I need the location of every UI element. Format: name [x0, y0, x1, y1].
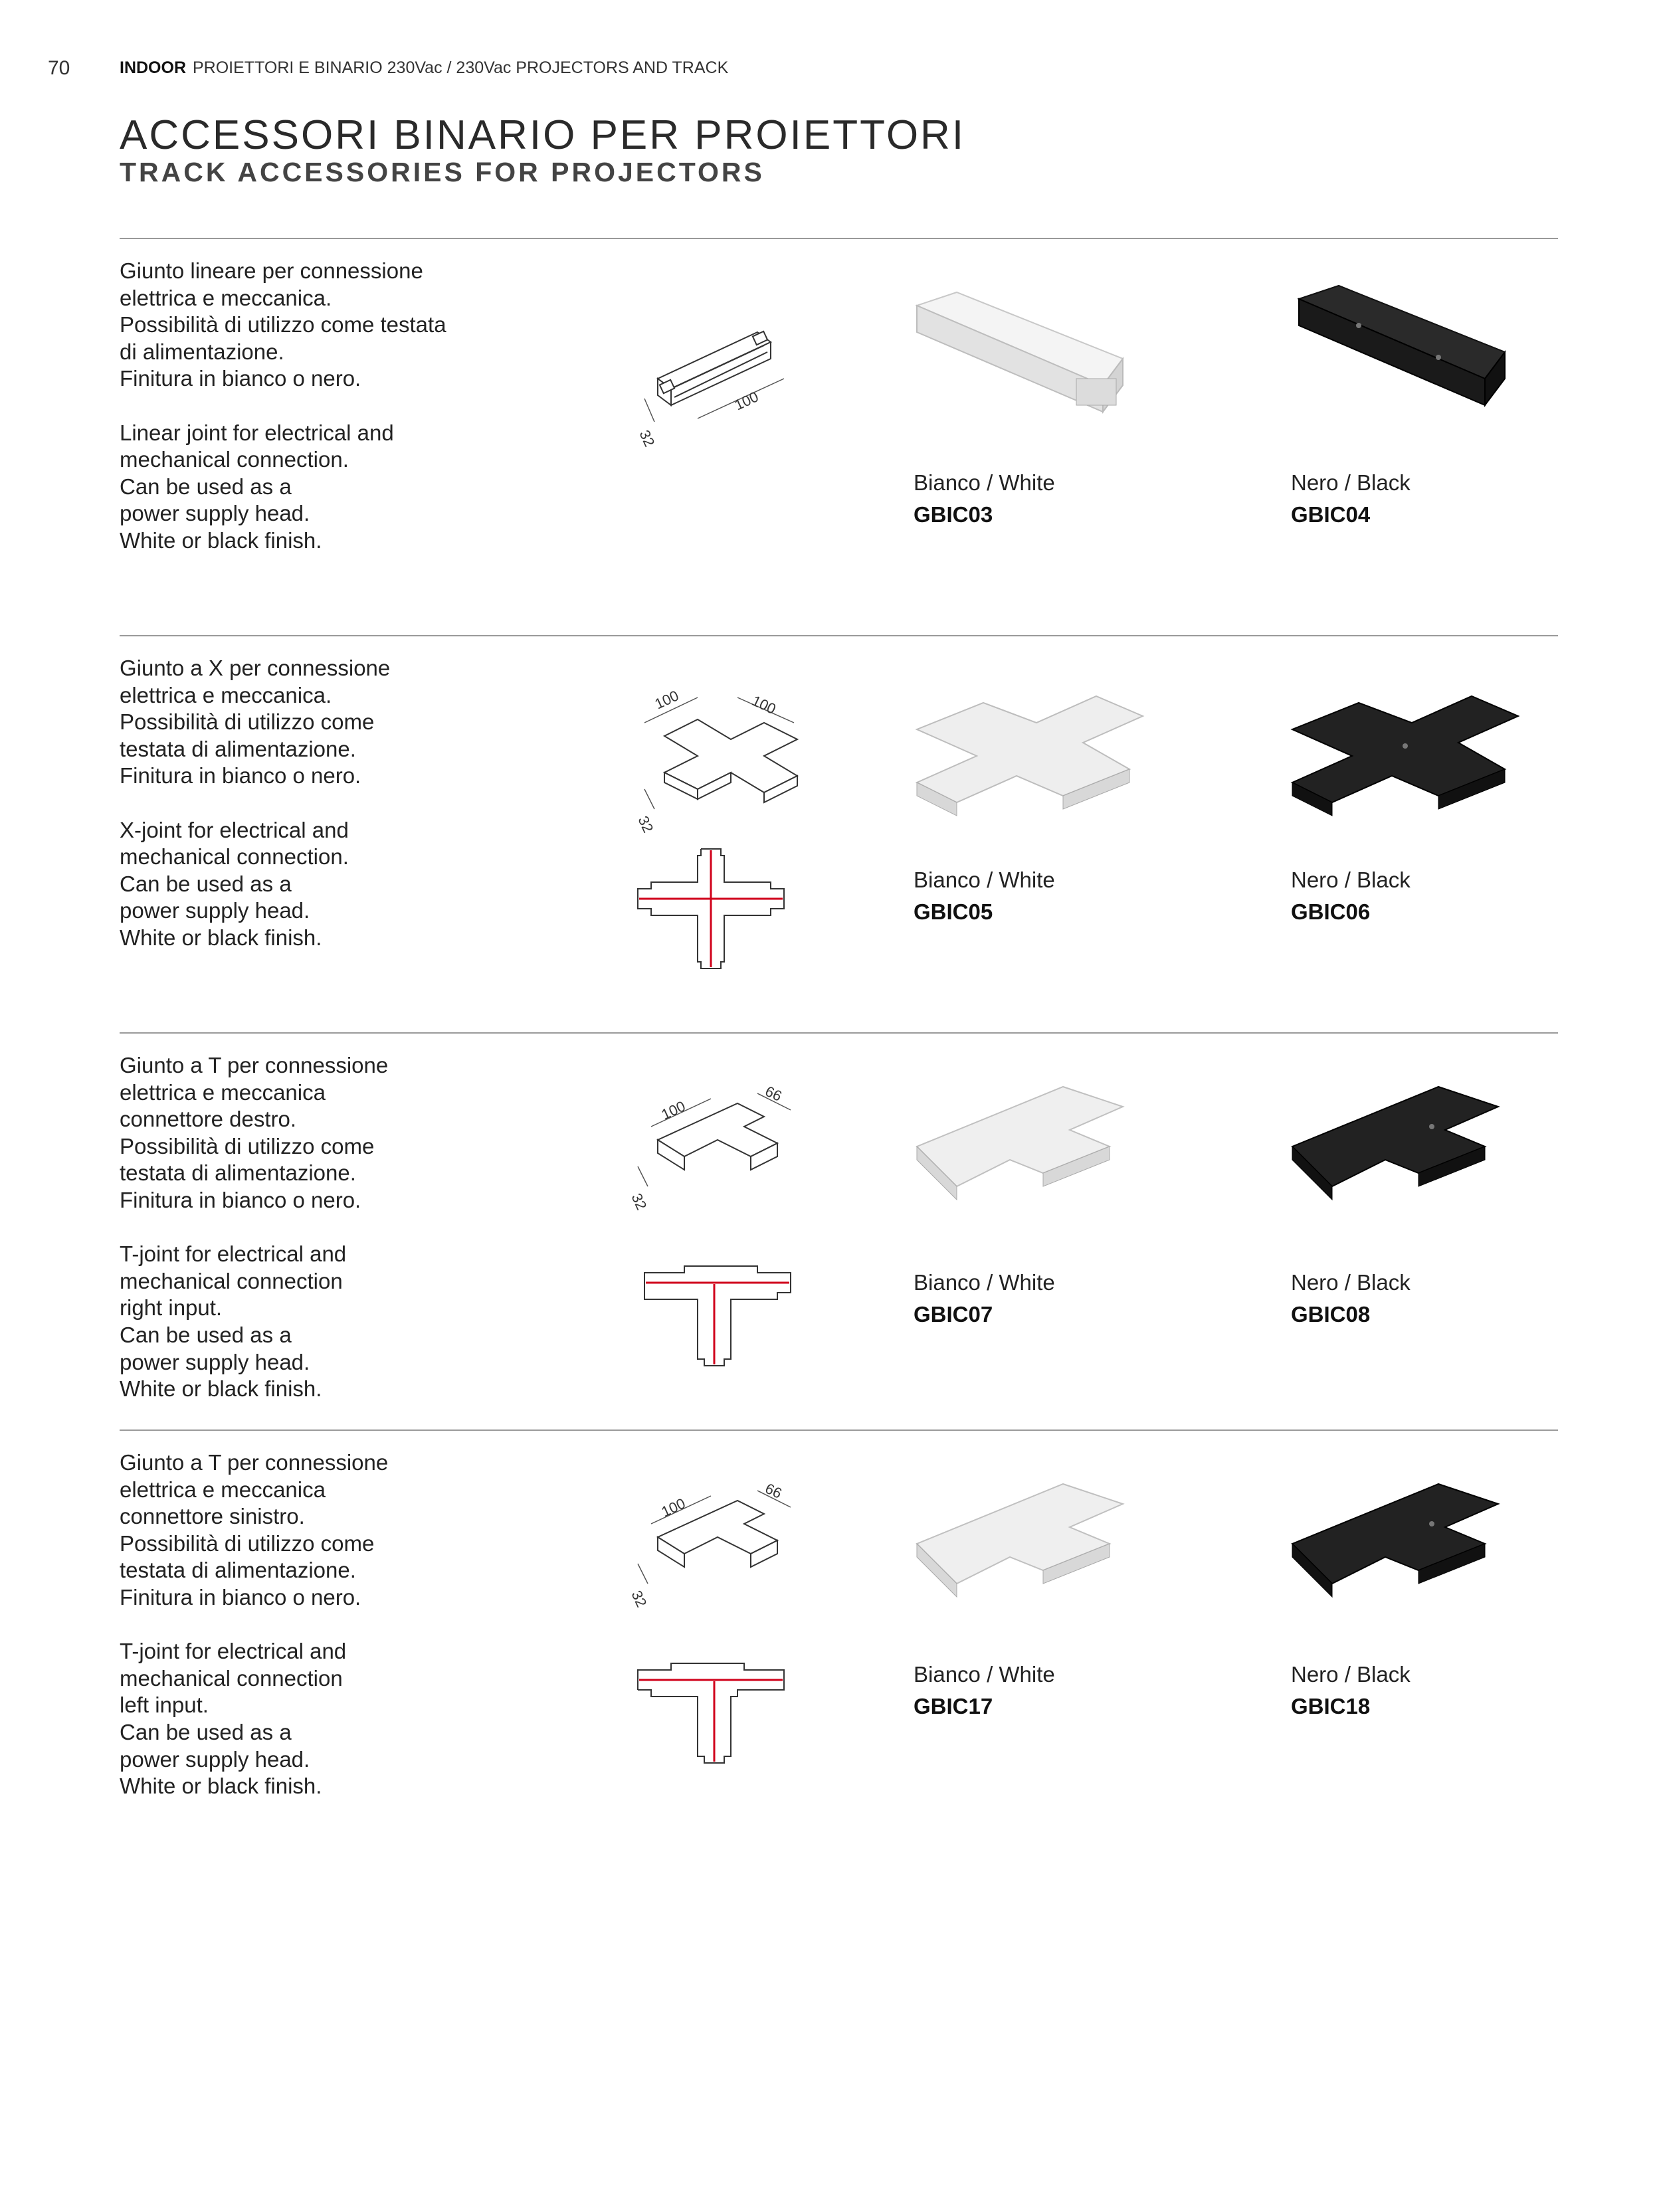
product-section-x-joint — [120, 635, 1558, 1032]
variant-label-black: Nero / Black — [1291, 868, 1411, 892]
dim-label: 100 — [652, 687, 682, 713]
product-section-linear-joint — [120, 238, 1558, 635]
page-title: ACCESSORI BINARIO PER PROIETTORI — [120, 112, 966, 158]
description-italian: Giunto a T per connessione elettrica e meccanica connettore sinistro. Possibilità di utilizzo come testata di alimentazione. Finitura in bianco o nero. — [120, 1450, 389, 1610]
dim-label: 100 — [749, 691, 779, 718]
dim-label: 32 — [628, 1190, 650, 1213]
product-description — [120, 655, 492, 952]
x-joint-black-icon — [1279, 676, 1558, 809]
dim-label: 32 — [636, 427, 658, 450]
linear-joint-drawing-icon — [625, 259, 943, 618]
product-image-black — [1279, 1073, 1558, 1206]
description-italian: Giunto a X per connessione elettrica e meccanica. Possibilità di utilizzo come testata di alimentazione. Finitura in bianco o nero. — [120, 656, 391, 788]
header-section-bold: INDOOR — [120, 58, 186, 77]
dim-label: 100 — [658, 1495, 688, 1521]
technical-drawing-linear — [625, 259, 943, 618]
technical-drawing-t-right — [625, 1054, 943, 1412]
product-image-white — [904, 1073, 1183, 1206]
dim-label: 100 — [732, 388, 761, 414]
product-code-white: GBIC17 — [914, 1694, 993, 1718]
t-joint-right-drawing-icon — [625, 1054, 943, 1412]
product-code-black: GBIC06 — [1291, 899, 1371, 924]
technical-drawing-t-left — [625, 1451, 943, 1809]
product-code-black: GBIC08 — [1291, 1302, 1371, 1327]
product-image-black — [1279, 1471, 1558, 1604]
product-code-white: GBIC05 — [914, 899, 993, 924]
page-number: 70 — [48, 57, 70, 79]
product-description — [120, 1449, 492, 1800]
t-joint-white-icon — [904, 1073, 1183, 1206]
description-english: T-joint for electrical and mechanical connection left input. Can be used as a power supply head. White or black finish. — [120, 1639, 347, 1799]
variant-label-black: Nero / Black — [1291, 1662, 1411, 1687]
variant-label-black: Nero / Black — [1291, 1270, 1411, 1295]
product-image-black — [1279, 676, 1558, 809]
product-description — [120, 1052, 492, 1403]
product-section-t-joint-right — [120, 1032, 1558, 1429]
variant-label-white: Bianco / White — [914, 1270, 1055, 1295]
variant-label-white: Bianco / White — [914, 1662, 1055, 1687]
technical-drawing-x — [625, 656, 943, 1015]
t-joint-white-icon — [904, 1471, 1183, 1604]
dim-label: 66 — [762, 1479, 785, 1502]
variant-label-white: Bianco / White — [914, 470, 1055, 495]
description-english: X-joint for electrical and mechanical connection. Can be used as a power supply head. White or black finish. — [120, 817, 349, 950]
x-joint-white-icon — [904, 676, 1183, 809]
description-italian: Giunto lineare per connessione elettrica e meccanica. Possibilità di utilizzo come testata di alimentazione. Finitura in bianco o nero. — [120, 258, 446, 391]
page-subtitle: TRACK ACCESSORIES FOR PROJECTORS — [120, 157, 765, 187]
dim-label: 100 — [658, 1097, 688, 1123]
product-code-white: GBIC07 — [914, 1302, 993, 1327]
product-image-white — [904, 279, 1183, 412]
t-joint-black-icon — [1279, 1073, 1558, 1206]
variant-label-black: Nero / Black — [1291, 470, 1411, 495]
header-section-text: PROIETTORI E BINARIO 230Vac / 230Vac PROJECTORS AND TRACK — [193, 58, 729, 77]
t-joint-black-icon — [1279, 1471, 1558, 1604]
running-header — [120, 58, 728, 78]
dim-label: 32 — [628, 1588, 650, 1610]
dim-label: 32 — [634, 813, 657, 836]
product-code-black: GBIC18 — [1291, 1694, 1371, 1718]
x-joint-drawing-icon — [625, 656, 943, 1015]
product-code-black: GBIC04 — [1291, 502, 1371, 527]
variant-label-white: Bianco / White — [914, 868, 1055, 892]
product-description — [120, 258, 492, 555]
description-italian: Giunto a T per connessione elettrica e meccanica connettore destro. Possibilità di utilizzo come testata di alimentazione. Finitura in bianco o nero. — [120, 1053, 389, 1212]
product-section-t-joint-left — [120, 1429, 1558, 1827]
description-english: T-joint for electrical and mechanical connection right input. Can be used as a power supply head. White or black finish. — [120, 1242, 347, 1402]
linear-joint-black-icon — [1279, 279, 1558, 412]
dim-label: 66 — [762, 1082, 785, 1105]
product-code-white: GBIC03 — [914, 502, 993, 527]
product-image-white — [904, 1471, 1183, 1604]
description-english: Linear joint for electrical and mechanical connection. Can be used as a power supply head. White or black finish. — [120, 420, 394, 553]
product-image-white — [904, 676, 1183, 809]
t-joint-left-drawing-icon — [625, 1451, 943, 1809]
product-image-black — [1279, 279, 1558, 412]
linear-joint-white-icon — [904, 279, 1183, 412]
